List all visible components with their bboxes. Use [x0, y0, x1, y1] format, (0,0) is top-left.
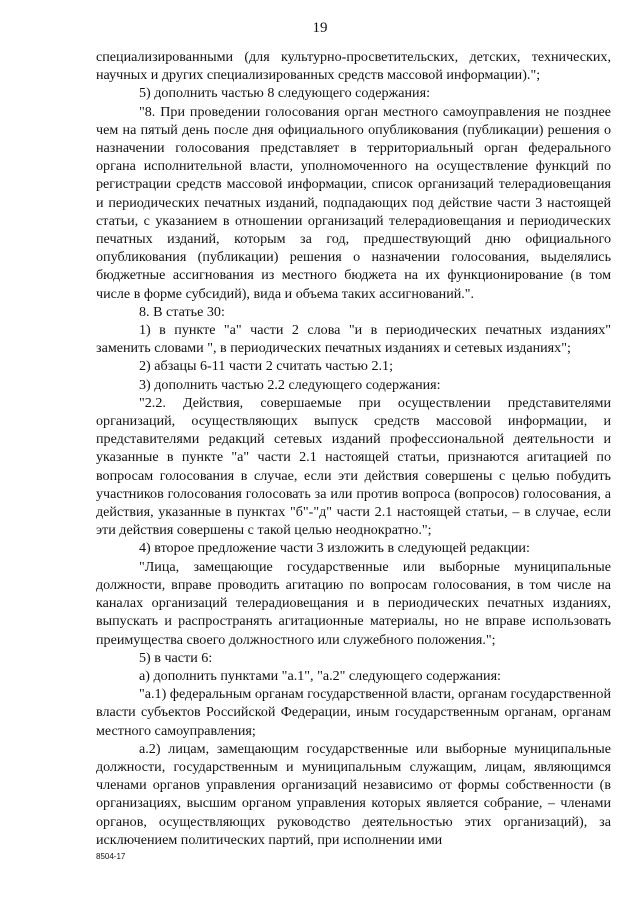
- paragraph: 2) абзацы 6-11 части 2 считать частью 2.1;: [139, 358, 393, 375]
- paragraph: 5) дополнить частью 8 следующего содержания:: [139, 85, 430, 102]
- paragraph: "2.2. Действия, совершаемые при осуществлении представителями организаций, осуществляющих выпуск средств массовой информации, и представителями редакций сетевых изданий профессиональной деятельности и указанные в пункте "а" части 2.1 настоящей статьи, признаются агитацией по вопросам голосования в случае, если эти действия совершены с целью побудить участников голосования голосовать за или против вопроса (вопросов) голосования, а действия, указанные в пунктах "б"-"д" части 2.1 настоящей статьи, – в случае, если эти действия совершены с такой целью неоднократно.";: [96, 394, 611, 539]
- document-body: [96, 48, 611, 849]
- page-number: 19: [312, 20, 328, 36]
- paragraph: 4) второе предложение части 3 изложить в следующей редакции:: [139, 540, 530, 557]
- paragraph: 3) дополнить частью 2.2 следующего содержания:: [139, 376, 441, 393]
- paragraph: 1) в пункте "а" части 2 слова "и в периодических печатных изданиях" заменить словами ", в периодических печатных изданиях и сетевых изданиях";: [96, 322, 611, 357]
- paragraph: "8. При проведении голосования орган местного самоуправления не позднее чем на пятый день после дня официального опубликования (публикации) решения о назначении голосования представляет в территориальный орган федерального органа исполнительной власти, уполномоченного на осуществление функций по регистрации средств массовой информации, список организаций телерадиовещания и периодических печатных изданий, подпадающих под действие части 3 настоящей статьи, с указанием в отношении организаций телерадиовещания и периодических печатных изданий, которым за год, предшествующий дню официального опубликования (публикации) решения о назначении голосования, выделялись бюджетные ассигнования из местного бюджета на их функционирование (в том числе в форме субсидий), вида и объема таких ассигнований.".: [96, 103, 611, 302]
- paragraph: "Лица, замещающие государственные или выборные муниципальные должности, вправе проводить агитацию по вопросам голосования, в том числе на каналах организаций телерадиовещания и в периодических печатных изданиях, выпускать и распространять агитационные материалы, но не вправе использовать преимущества своего должностного или служебного положения.";: [96, 558, 611, 648]
- paragraph: 8. В статье 30:: [139, 303, 225, 320]
- paragraph: 5) в части 6:: [139, 649, 213, 666]
- paragraph: а) дополнить пунктами "а.1", "а.2" следующего содержания:: [139, 667, 501, 684]
- document-code: 8504-17: [96, 852, 126, 861]
- paragraph: "а.1) федеральным органам государственной власти, органам государственной власти субъектов Российской Федерации, иным государственным органам, органам местного самоуправления;: [96, 686, 611, 739]
- paragraph: специализированными (для культурно-просветительских, детских, технических, научных и других специализированных средств массовой информации).";: [96, 49, 611, 84]
- paragraph: а.2) лицам, замещающим государственные или выборные муниципальные должности, государственным и муниципальным служащим, лицам, являющимся членами органов управления организаций независимо от формы собственности (в организациях, высшим органом управления которых является собрание, – членами органов, осуществляющих руководство деятельностью этих организаций), за исключением политических партий, при исполнении ими: [96, 740, 611, 848]
